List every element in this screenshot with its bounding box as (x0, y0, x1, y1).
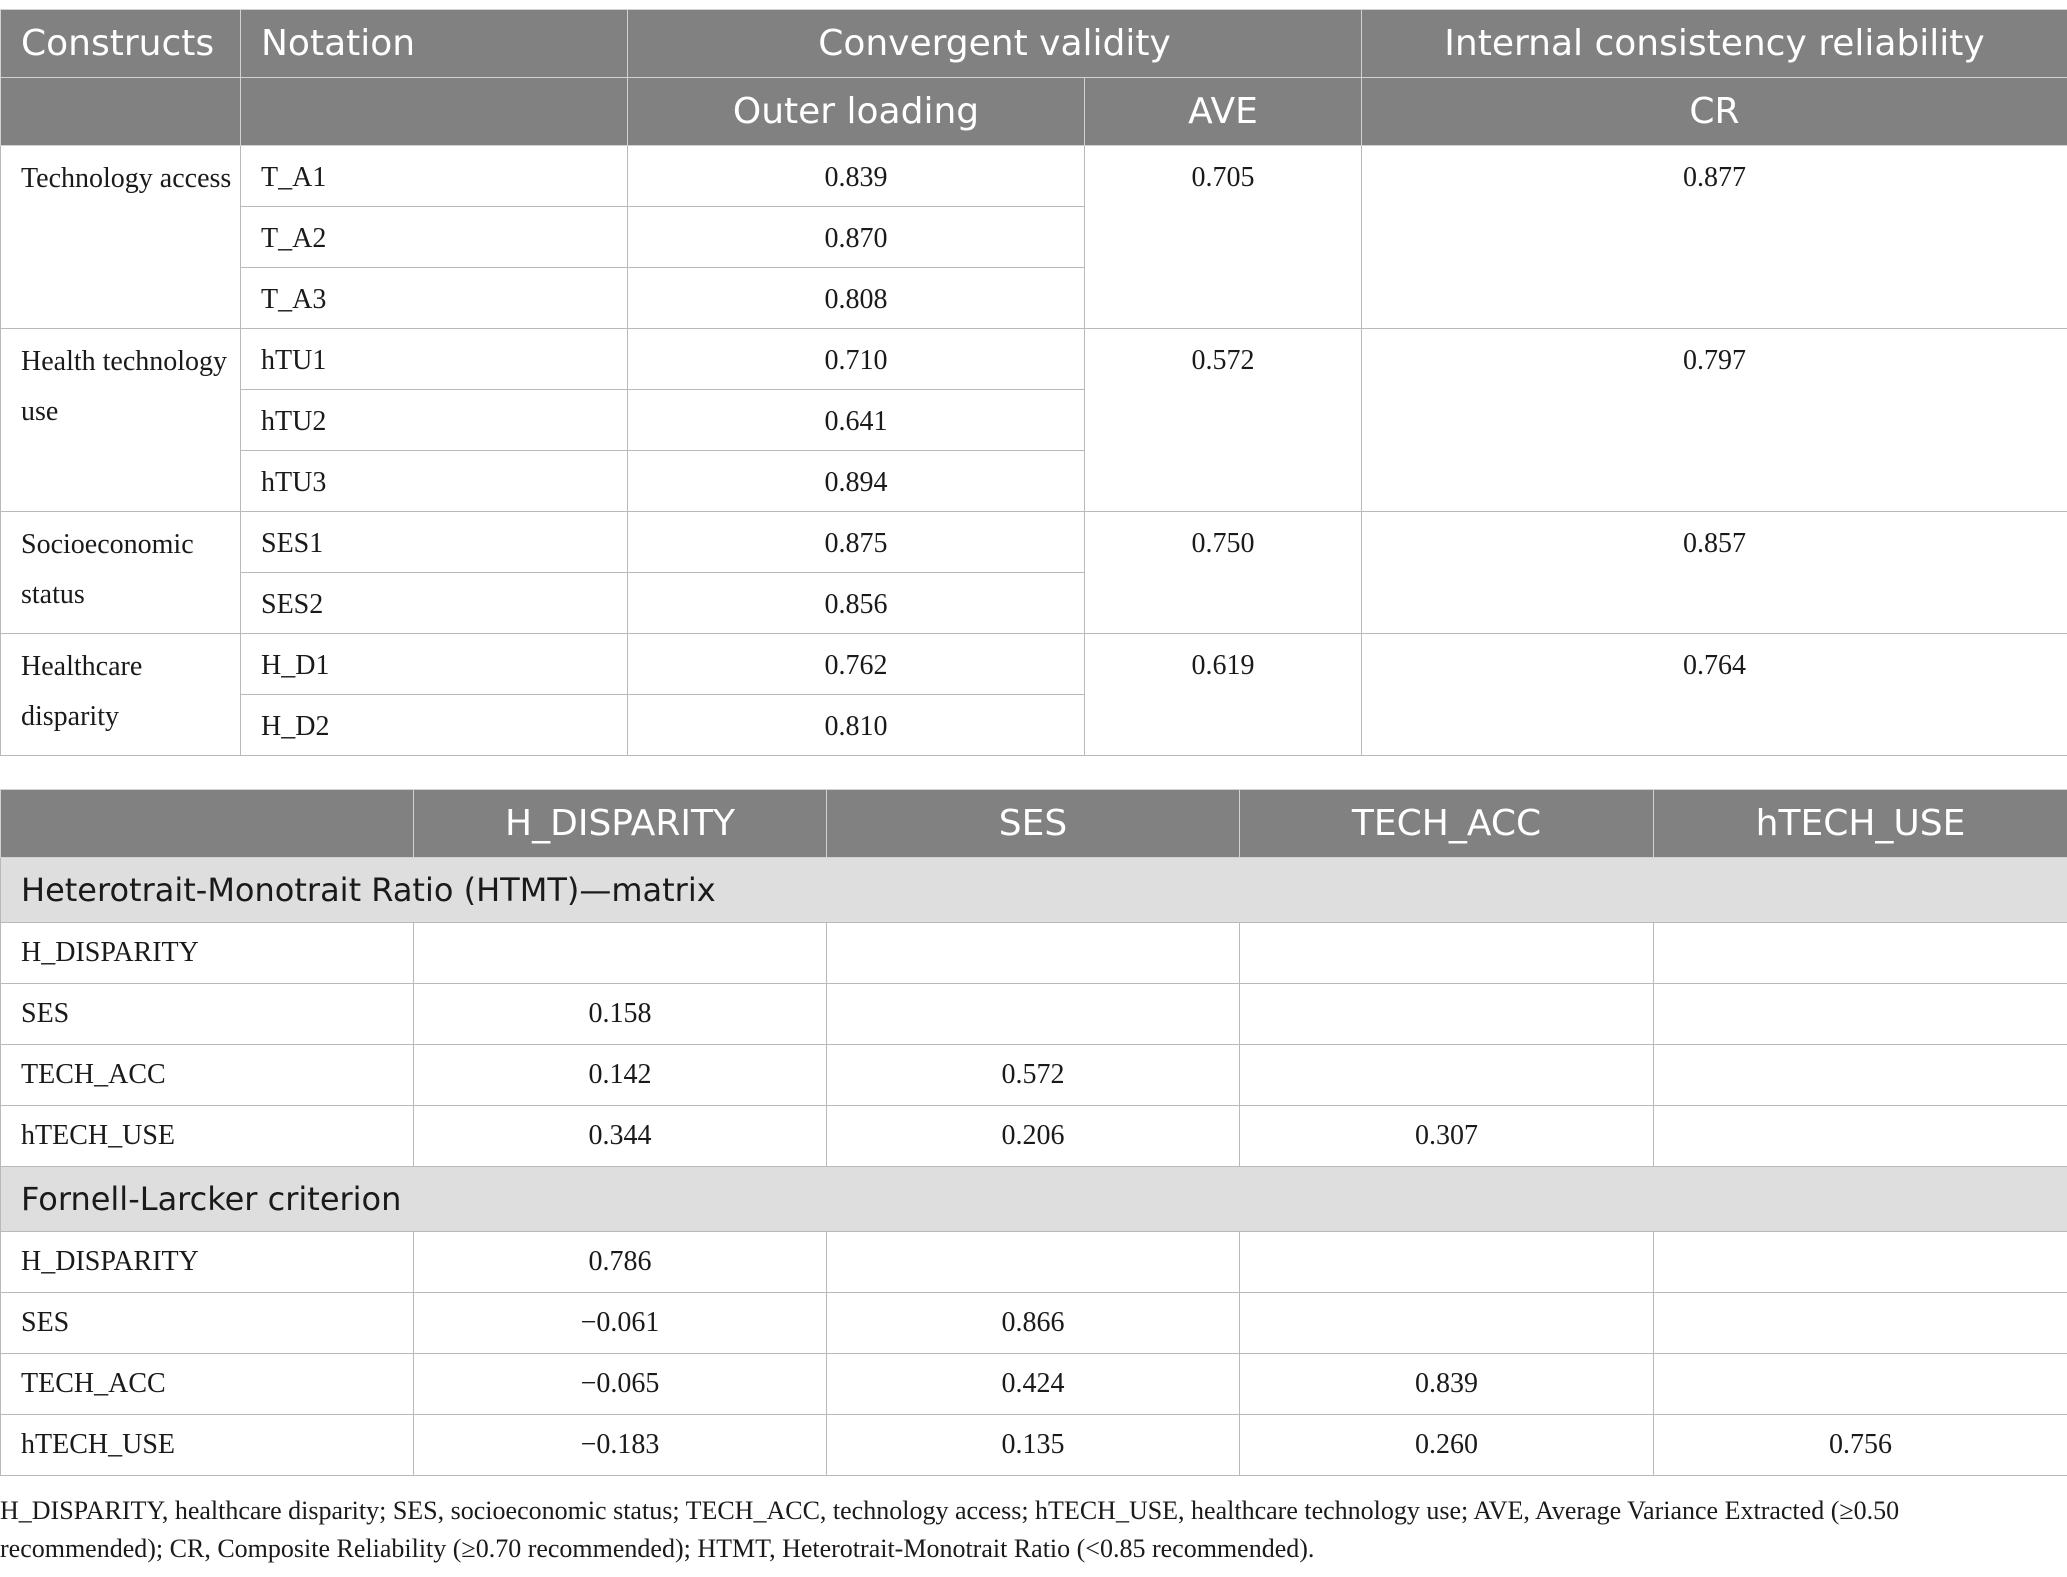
row-label: TECH_ACC (1, 1045, 414, 1106)
table-row (1, 1045, 2067, 1106)
value-cell (1654, 1354, 2067, 1415)
header-notation: Notation (241, 10, 628, 78)
construct-name: Health technology use (1, 329, 241, 512)
cr-cell: 0.857 (1362, 512, 2067, 634)
construct-name: Healthcare disparity (1, 634, 241, 756)
notation-cell: T_A1 (241, 146, 628, 207)
section-row (1, 858, 2067, 923)
header-blank-2 (241, 78, 628, 146)
value-cell (827, 923, 1240, 984)
table-row (1, 1106, 2067, 1167)
column-header: SES (827, 790, 1240, 858)
value-cell: 0.424 (827, 1354, 1240, 1415)
row-label: H_DISPARITY (1, 923, 414, 984)
value-cell: 0.135 (827, 1415, 1240, 1476)
value-cell (1654, 923, 2067, 984)
notation-cell: H_D1 (241, 634, 628, 695)
loading-cell: 0.875 (628, 512, 1085, 573)
loading-cell: 0.856 (628, 573, 1085, 634)
cr-cell: 0.764 (1362, 634, 2067, 756)
value-cell: 0.572 (827, 1045, 1240, 1106)
notation-cell: SES2 (241, 573, 628, 634)
loading-cell: 0.808 (628, 268, 1085, 329)
ave-cell: 0.750 (1085, 512, 1362, 634)
notation-cell: hTU3 (241, 451, 628, 512)
loading-cell: 0.762 (628, 634, 1085, 695)
table-footnote: H_DISPARITY, healthcare disparity; SES, socioeconomic status; TECH_ACC, technology access; hTECH_USE, healthcare technology use; AVE, Average Variance Extracted (≥0.50 recommended); CR, Composite Reliability (≥0.70 recommended); HTMT, Heterotrait-Monotrait Ratio (<0.85 recommended). (0, 1496, 1900, 1563)
header-cr: CR (1362, 78, 2067, 146)
section-row (1, 1167, 2067, 1232)
table-row (1, 146, 2067, 207)
value-cell: 0.839 (1240, 1354, 1654, 1415)
value-cell (1654, 984, 2067, 1045)
value-cell (827, 984, 1240, 1045)
notation-cell: hTU2 (241, 390, 628, 451)
notation-cell: H_D2 (241, 695, 628, 756)
loading-cell: 0.839 (628, 146, 1085, 207)
notation-cell: SES1 (241, 512, 628, 573)
row-label: SES (1, 984, 414, 1045)
ave-cell: 0.572 (1085, 329, 1362, 512)
loading-cell: 0.810 (628, 695, 1085, 756)
value-cell: −0.183 (414, 1415, 827, 1476)
header-outer-loading: Outer loading (628, 78, 1085, 146)
value-cell (1240, 1045, 1654, 1106)
value-cell: 0.307 (1240, 1106, 1654, 1167)
header-ave: AVE (1085, 78, 1362, 146)
ave-cell: 0.619 (1085, 634, 1362, 756)
section-title-fornell-larcker: Fornell-Larcker criterion (1, 1167, 2067, 1232)
table-row (1, 512, 2067, 573)
value-cell (1240, 984, 1654, 1045)
table-row (1, 329, 2067, 390)
row-label: hTECH_USE (1, 1106, 414, 1167)
header-blank (1, 790, 414, 858)
header-constructs: Constructs (1, 10, 241, 78)
cr-cell: 0.877 (1362, 146, 2067, 329)
value-cell: −0.061 (414, 1293, 827, 1354)
value-cell: −0.065 (414, 1354, 827, 1415)
table-row (1, 634, 2067, 695)
ave-cell: 0.705 (1085, 146, 1362, 329)
construct-name: Technology access (1, 146, 241, 329)
header-blank-1 (1, 78, 241, 146)
value-cell (1240, 923, 1654, 984)
loading-cell: 0.894 (628, 451, 1085, 512)
value-cell: 0.158 (414, 984, 827, 1045)
value-cell (1654, 1045, 2067, 1106)
header-row (1, 790, 2067, 858)
value-cell: 0.142 (414, 1045, 827, 1106)
value-cell (1654, 1232, 2067, 1293)
column-header: TECH_ACC (1240, 790, 1654, 858)
row-label: H_DISPARITY (1, 1232, 414, 1293)
header-internal-consistency: Internal consistency reliability (1362, 10, 2067, 78)
loading-cell: 0.641 (628, 390, 1085, 451)
value-cell (1240, 1232, 1654, 1293)
value-cell (1240, 1293, 1654, 1354)
value-cell (414, 923, 827, 984)
table-row (1, 1232, 2067, 1293)
header-row-2 (1, 78, 2067, 146)
table-row (1, 923, 2067, 984)
notation-cell: T_A2 (241, 207, 628, 268)
value-cell (1654, 1293, 2067, 1354)
column-header: hTECH_USE (1654, 790, 2067, 858)
measurement-model-table (0, 9, 2067, 756)
table-row (1, 984, 2067, 1045)
loading-cell: 0.870 (628, 207, 1085, 268)
construct-name: Socioeconomic status (1, 512, 241, 634)
value-cell: 0.206 (827, 1106, 1240, 1167)
value-cell: 0.756 (1654, 1415, 2067, 1476)
header-convergent-validity: Convergent validity (628, 10, 1362, 78)
row-label: hTECH_USE (1, 1415, 414, 1476)
column-header: H_DISPARITY (414, 790, 827, 858)
loading-cell: 0.710 (628, 329, 1085, 390)
table-row (1, 1415, 2067, 1476)
section-title-htmt: Heterotrait-Monotrait Ratio (HTMT)—matrix (1, 858, 2067, 923)
value-cell: 0.260 (1240, 1415, 1654, 1476)
value-cell: 0.866 (827, 1293, 1240, 1354)
header-row-1 (1, 10, 2067, 78)
discriminant-validity-table (0, 789, 2067, 1476)
value-cell (1654, 1106, 2067, 1167)
value-cell: 0.344 (414, 1106, 827, 1167)
notation-cell: T_A3 (241, 268, 628, 329)
value-cell (827, 1232, 1240, 1293)
cr-cell: 0.797 (1362, 329, 2067, 512)
row-label: TECH_ACC (1, 1354, 414, 1415)
value-cell: 0.786 (414, 1232, 827, 1293)
table-row (1, 1354, 2067, 1415)
table-row (1, 1293, 2067, 1354)
notation-cell: hTU1 (241, 329, 628, 390)
row-label: SES (1, 1293, 414, 1354)
